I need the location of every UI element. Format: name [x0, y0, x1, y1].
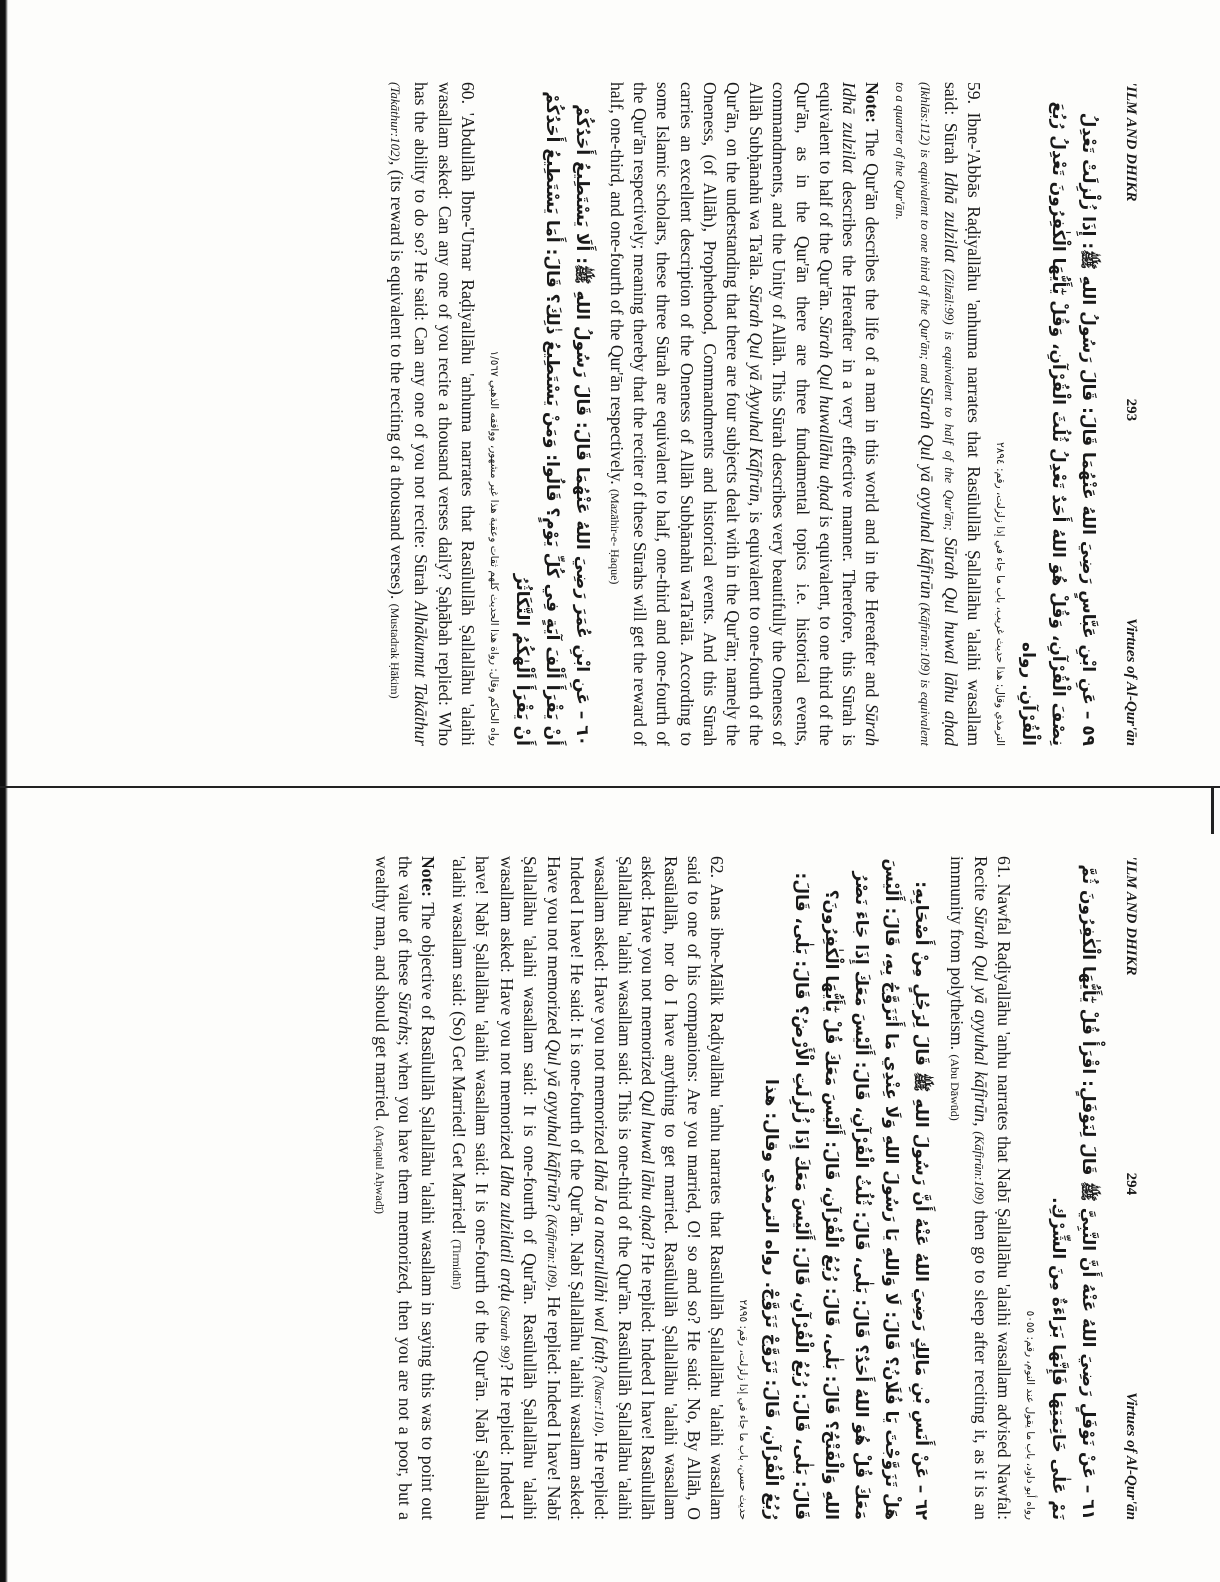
source-citation: (Arīqatul Aḥwadī)	[372, 1125, 387, 1215]
page-294	[55, 838, 1155, 1538]
hadith-61-translation: 61. Nawfal Raḍiyallāhu 'anhu narrates that Nabī Ṣallallāhu 'alaihi wasallam advised Nawfal: Recite Sūrah Qul yā ayyuhal kāfirūn, (Kāfirūn:109) then go to sleep after reciting it, as it is an immunity from polytheism. (Abu Dāwūd)	[946, 856, 1014, 1520]
page-fold-mark	[1201, 786, 1214, 834]
hadith-61-reference: رواه أبو داود، باب ما يقول عند النوم، رقم: ٥٠٥٥	[1024, 1310, 1036, 1520]
hadith-60-arabic: ٦٠ – عَنِ ابْنِ عُمَرَ رَضِيَ اللهُ عَنْهُمَا قَالَ: قَالَ رَسُولُ اللهِ ﷺ: أَلَا يَسْتَطِيعُ أَحَدُكُمْ أَنْ يَقْرَأَ أَلْفَ آيَةٍ فِي كُلِّ يَوْمٍ؟ قَالُوا: وَمَنْ يَسْتَطِيعُ ذٰلِكَ؟ قَالَ: أَمَا يَسْتَطِيعُ أَحَدُكُمْ أَنْ يَقْرَأَ أَلْهٰكُمُ التَّكَاثُرُ	[511, 91, 592, 746]
note-294: Note: The objective of Rasūlullāh Ṣallallāhu 'alaihi wasallam in saying this was to point out the value of these Sūrahs; when you have them memorized, then you are not a poor, but a wealthy man, and should get married. (Arīqatul Aḥwadī)	[371, 856, 438, 1520]
hadith-62-reference: حديث حسن، باب ما جاء في إذا زلزلت، رقم: ٢٨٩٥	[737, 1299, 750, 1520]
scanner-edge-shadow	[0, 0, 8, 1582]
running-head-left: 'ILM AND DHIKR	[1123, 856, 1139, 976]
note-293: Note: The Qur'ān describes the life of a man in this world and in the Hereafter and Sūrah Idhā zulzilat describes the Hereafter in a very effective manner. Therefore, this Sūrah is equivalent to half of the Qur'ān. Sūrah Qul huwallāhu aḥad is equivalent, to one third of the Qur'ān, as in the Qur'ān there are three fundamental topics i.e. historical events, commandments, and the Unity of Allāh. This Sūrah describes very beautifully the Oneness of Allāh Subḥānahū wa Ta'āla. Sūrah Qul yā Ayyuhal Kāfirūn, is equivalent to one-fourth of the Qur'ān, on the understanding that there are four subjects dealt with in the Qur'ān; namely the Oneness, (of Allāh), Prophethood, Commandments and historical events. And this Sūrah carries an excellent description of the Oneness of Allāh Subḥānahū waTa'ālā. According to some Islamic scholars, these three Sūrah are equivalent to half, one-third and one-fourth of the Qur'ān respectively; meaning thereby that the reciter of these Sūrahs will get the reward of half, one-third, and one-fourth of the Qur'ān respectively. (Mazāhir-e- Ḥaque)	[606, 82, 883, 746]
page-number: 293	[1123, 398, 1139, 422]
hadith-62-translation: 62. Anas ibne-Mālik Raḍiyallāhu 'anhu narrates that Rasūlullāh Ṣallallāhu 'alaihi wasallam said to one of his companions: Are you married, O! so and so? He said: No, By Allāh, O Rasūlallāh, nor do I have anything to get married. Rasūlullāh Ṣallallāhu 'alaihi wasallam asked: Have you not memorized Qul huwal lāhu aḥad? He replied: Indeed I have! Rasūlullāh Ṣallallāhu 'alaihi wasallam said: This is one-third of the Qur'ān. Rasūlullāh Ṣallallāhu 'alaihi wasallam asked: Have you not memorized Idhā Ja a nasrullāhi wal fatḥ? (Nasr:110). He replied: Indeed I have! He said: It is one-fourth of the Qur'ān. Nabī Ṣallallāhu 'alaihi wasallam asked: Have you not memorized Qul yā ayyuhal kāfirūn? (Kāfirūn:109). He replied: Indeed I have! Nabī Ṣallallāhu 'alaihi wasallam said: It is one-fourth of Qur'ān. Rasūlullāh Ṣallallāhu 'alaihi wasallam asked: Have you not memorized Idha zulzilatil arḍu (Surah 99)? He replied: Indeed I have! Nabī Ṣallallāhu 'alaihi wasallam said: It is one-fourth of the Qur'ān. Nabī Ṣallallāhu 'alaihi wasallam said: (So) Get Married! Get Married! (Tirmidhī)	[449, 856, 728, 1521]
running-head	[1117, 82, 1139, 746]
note-label: Note:	[862, 82, 883, 124]
page-293	[55, 64, 1155, 764]
running-head-left: 'ILM AND DHIKR	[1123, 82, 1139, 202]
hadith-60-reference: رواه الحاكم وقال: رواة هذا الحديث كلهم ثقات وعقبة هذا غير مشهور، ووافقه الذهبي ١/٥٦٧	[487, 350, 500, 746]
note-label: Note:	[417, 856, 438, 898]
hadith-62-arabic: ٦٢ – عَنْ أَنَسِ بْنِ مَالِكٍ رَضِيَ اللهُ عَنْهُ أَنَّ رَسُولَ اللهِ ﷺ قَالَ لِرَجُلٍ مِنْ أَصْحَابِهِ: هَلْ تَزَوَّجْتَ يَا فُلَانُ؟ قَالَ: لَا وَاللهِ يَا رَسُولَ اللهِ وَلَا عِنْدِي مَا أَتَزَوَّجُ بِهِ، قَالَ: أَلَيْسَ مَعَكَ قُلْ هُوَ اللهُ أَحَدٌ؟ قَالَ: بَلٰى، قَالَ: ثُلُثُ الْقُرْآنِ، قَالَ: أَلَيْسَ مَعَكَ إِذَا جَاءَ نَصْرُ اللهِ وَالْفَتْحُ؟ قَالَ: بَلٰى، قَالَ: رُبُعُ الْقُرْآنِ، قَالَ: أَلَيْسَ مَعَكَ قُلْ يٰٓأَيُّهَا الْكٰفِرُونَ؟ قَالَ: بَلٰى، قَالَ: رُبُعُ الْقُرْآنِ، قَالَ: أَلَيْسَ مَعَكَ إِذَا زُلْزِلَتِ الْأَرْضُ؟ قَالَ: بَلٰى، قَالَ: رُبُعُ الْقُرْآنِ، قَالَ: تَزَوَّجْ تَزَوَّجْ. رواه الترمذي وقال: هذا	[761, 858, 932, 1520]
hadith-59-reference: الترمذي وقال: هذا حديث غريب، باب ما جاء في إذا زلزلت، رقم: ٢٨٩٤	[994, 442, 1006, 746]
hadith-59-arabic: ٥٩ – عَنِ ابْنِ عَبَّاسٍ رَضِيَ اللهُ عَنْهُمَا قَالَ: قَالَ رَسُولُ اللهِ ﷺ: إِذَا زُلْزِلَتْ تَعْدِلُ نِصْفَ الْقُرْآنِ، وَقُلْ هُوَ اللهُ أَحَدٌ تَعْدِلُ ثُلُثَ الْقُرْآنِ، وَقُلْ يٰٓأَيُّهَا الْكٰفِرُونَ تَعْدِلُ رُبُعَ الْقُرْآنِ. رواه	[1018, 101, 1098, 746]
page-fold-line	[0, 786, 1220, 788]
running-head-right: Virtues of Al-Qur'ān	[1123, 618, 1139, 746]
hadith-59-translation: 59. Ibne-'Abbās Raḍiyallāhu 'anhuma narrates that Rasūlullāh Ṣallallāhu 'alaihi wasallam said: Sūrah Idhā zulzilat (Zilzāl:99) is equivalent to half of the Qur'ān; Sūrah Qul huwal lāhu aḥad (Ikhlās:112) is equivalent to one third of the Qur'ān; and Sūrah Qul yā ayyuhal kāfirūn (Kāfirūn:109) is equivalent to a quarter of the Qur'ān.	[893, 82, 984, 747]
source-citation: (Tirmidhī)	[450, 1239, 465, 1290]
running-head	[1117, 856, 1139, 1520]
hadith-61-arabic: ٦١ – عَنْ نَوْفَلٍ رَضِيَ اللهُ عَنْهُ أَنَّ النَّبِيَّ ﷺ قَالَ لِنَوْفَلٍ: اقْرَأْ قُلْ يٰٓأَيُّهَا الْكٰفِرُونَ ثُمَّ نَمْ عَلٰى خَاتِمَتِهَا فَإِنَّهَا بَرَاءَةٌ مِنَ الشِّرْكِ.	[1048, 864, 1098, 1520]
running-head-right: Virtues of Al-Qur'ān	[1123, 1392, 1139, 1520]
source-citation: (Abu Dāwūd)	[947, 1054, 962, 1121]
hadith-60-translation: 60. 'Abdullāh Ibne-'Umar Raḍiyallāhu 'anhuma narrates that Rasūlullāh Ṣallallāhu 'alaihi wasallam asked: Can any one of you recite a thousand verses daily? Ṣaḥābah replied: Who has the ability to do so? He said: Can any one of you not recite: Sūrah Alhākumut Takāthur (Takāthur:102), (its reward is equivalent to the reciting of a thousand verses). (Mustadrak Ḥākim)	[387, 82, 478, 746]
page-number: 294	[1123, 1172, 1139, 1196]
source-citation: (Mustadrak Ḥākim)	[388, 603, 403, 699]
source-citation: (Mazāhir-e- Ḥaque)	[607, 489, 622, 585]
